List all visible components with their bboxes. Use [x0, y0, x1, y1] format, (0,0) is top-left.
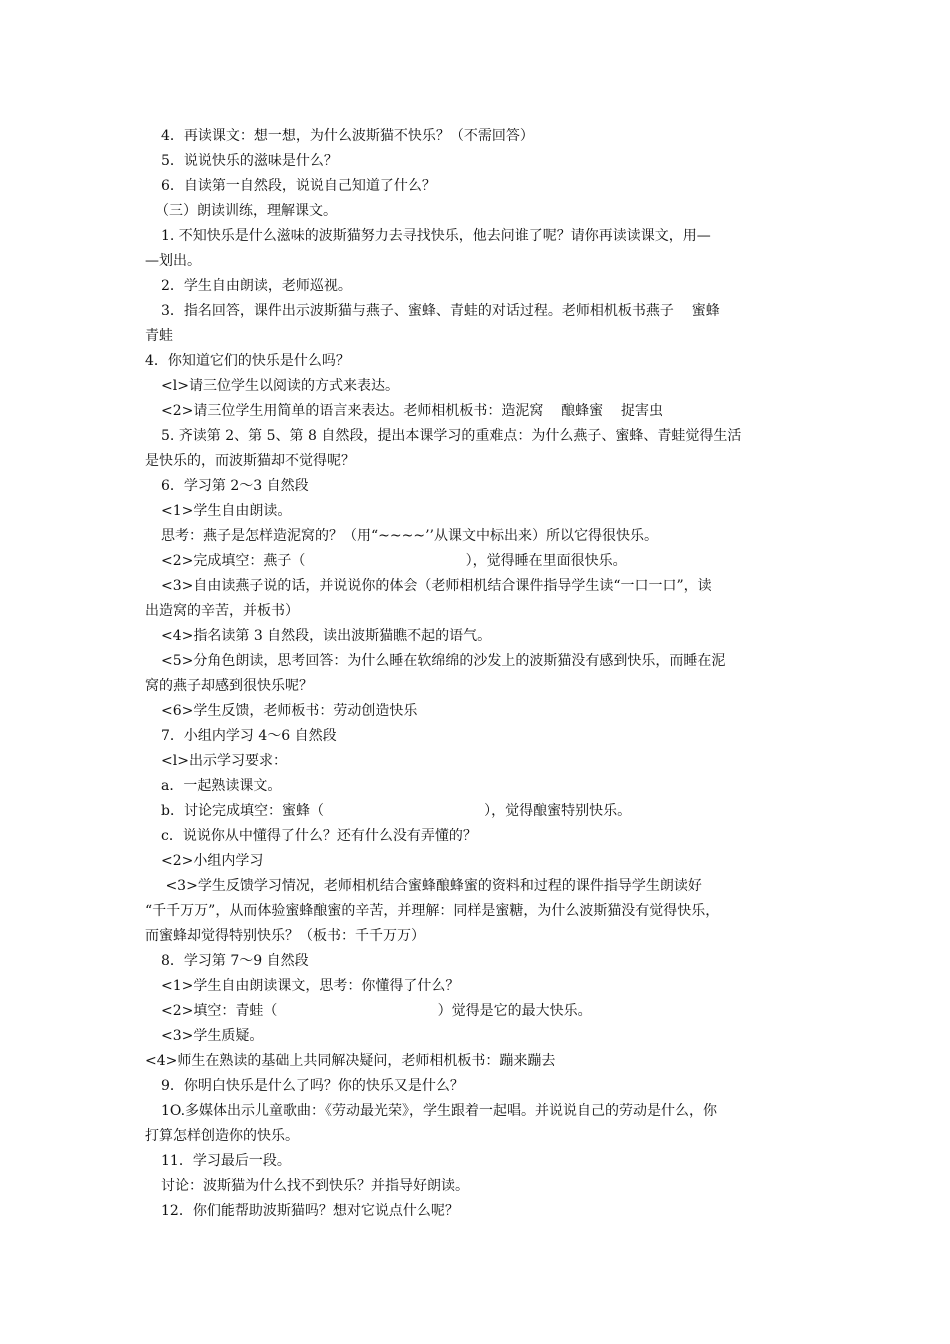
text-line: 窝的燕子却感到很快乐呢？ — [145, 678, 313, 694]
text-line: <2>填空：青蛙（ ）觉得是它的最大快乐。 — [161, 1003, 592, 1019]
text-line: <3>学生质疑。 — [161, 1028, 264, 1044]
document-body — [145, 124, 810, 1224]
text-line: 4．再读课文：想一想，为什么波斯猫不快乐？（不需回答） — [161, 128, 534, 144]
text-line: “千千万万”，从而体验蜜蜂酿蜜的辛苦，并理解：同样是蜜糖，为什么波斯猫没有觉得快乐， — [145, 903, 720, 919]
text-line: 打算怎样创造你的快乐。 — [145, 1128, 299, 1144]
text-line: （三）朗读训练，理解课文。 — [155, 203, 337, 219]
text-line: <1>学生自由朗读。 — [161, 503, 292, 519]
text-line: <2>请三位学生用简单的语言来表达。老师相机板书：造泥窝 酿蜂蜜 捉害虫 — [161, 403, 663, 419]
text-line: <4>指名读第 3 自然段，读出波斯猫瞧不起的语气。 — [161, 628, 492, 644]
text-line: 1O.多媒体出示儿童歌曲：《劳动最光荣》，学生跟着一起唱。并说说自己的劳动是什么，你 — [161, 1103, 718, 1119]
text-line: 1. 不知快乐是什么滋味的波斯猫努力去寻找快乐，他去问谁了呢？请你再读读课文，用— — [161, 228, 711, 244]
text-line: 而蜜蜂却觉得特别快乐？（板书：千千万万） — [145, 928, 425, 944]
text-line: 6．自读第一自然段，说说自己知道了什么？ — [161, 178, 436, 194]
text-line: <5>分角色朗读，思考回答：为什么睡在软绵绵的沙发上的波斯猫没有感到快乐，而睡在泥 — [161, 653, 726, 669]
text-line: <3>学生反馈学习情况，老师相机结合蜜蜂酿蜂蜜的资料和过程的课件指导学生朗读好 — [161, 878, 702, 894]
text-line: <4>师生在熟读的基础上共同解决疑问，老师相机板书：蹦来蹦去 — [145, 1053, 556, 1069]
text-line: c．说说你从中懂得了什么？还有什么没有弄懂的？ — [161, 828, 477, 844]
text-line: <l>出示学习要求： — [161, 753, 287, 769]
text-line: 11．学习最后一段。 — [161, 1153, 291, 1169]
text-line: <3>自由读燕子说的话，并说说你的体会（老师相机结合课件指导学生读“一口一口”，读 — [161, 578, 712, 594]
text-line: 是快乐的，而波斯猫却不觉得呢？ — [145, 453, 355, 469]
text-line: 5．说说快乐的滋味是什么？ — [161, 153, 338, 169]
text-line: 12．你们能帮助波斯猫吗？想对它说点什么呢？ — [161, 1203, 459, 1219]
text-line: <2>小组内学习 — [161, 853, 264, 869]
text-line: 青蛙 — [145, 328, 173, 344]
text-line: 3．指名回答，课件出示波斯猫与燕子、蜜蜂、青蛙的对话过程。老师相机板书燕子 蜜蜂 — [161, 303, 720, 319]
text-line: 讨论：波斯猫为什么找不到快乐？并指导好朗读。 — [161, 1178, 469, 1194]
text-line: 思考：燕子是怎样造泥窝的？（用“~~~~’’从课文中标出来）所以它得很快乐。 — [161, 528, 658, 544]
text-line: b．讨论完成填空：蜜蜂（ ），觉得酿蜜特别快乐。 — [161, 803, 632, 819]
text-line: 9．你明白快乐是什么了吗？你的快乐又是什么？ — [161, 1078, 464, 1094]
text-line: 7．小组内学习 4～6 自然段 — [161, 728, 337, 744]
text-line: 4．你知道它们的快乐是什么吗？ — [145, 353, 350, 369]
text-line: <6>学生反馈，老师板书：劳动创造快乐 — [161, 703, 418, 719]
text-line: 8．学习第 7～9 自然段 — [161, 953, 309, 969]
text-line: <l>请三位学生以阅读的方式来表达。 — [161, 378, 399, 394]
text-line: <1>学生自由朗读课文，思考：你懂得了什么？ — [161, 978, 460, 994]
text-line: a．一起熟读课文。 — [161, 778, 282, 794]
text-line: 5. 齐读第 2、第 5、第 8 自然段，提出本课学习的重难点：为什么燕子、蜜蜂、青蛙觉得生活 — [161, 428, 742, 444]
text-line: 出造窝的辛苦，并板书） — [145, 603, 299, 619]
text-line: 6．学习第 2～3 自然段 — [161, 478, 309, 494]
text-line: 2．学生自由朗读，老师巡视。 — [161, 278, 352, 294]
text-line: <2>完成填空：燕子（ ），觉得睡在里面很快乐。 — [161, 553, 627, 569]
text-line: —划出。 — [145, 253, 201, 269]
